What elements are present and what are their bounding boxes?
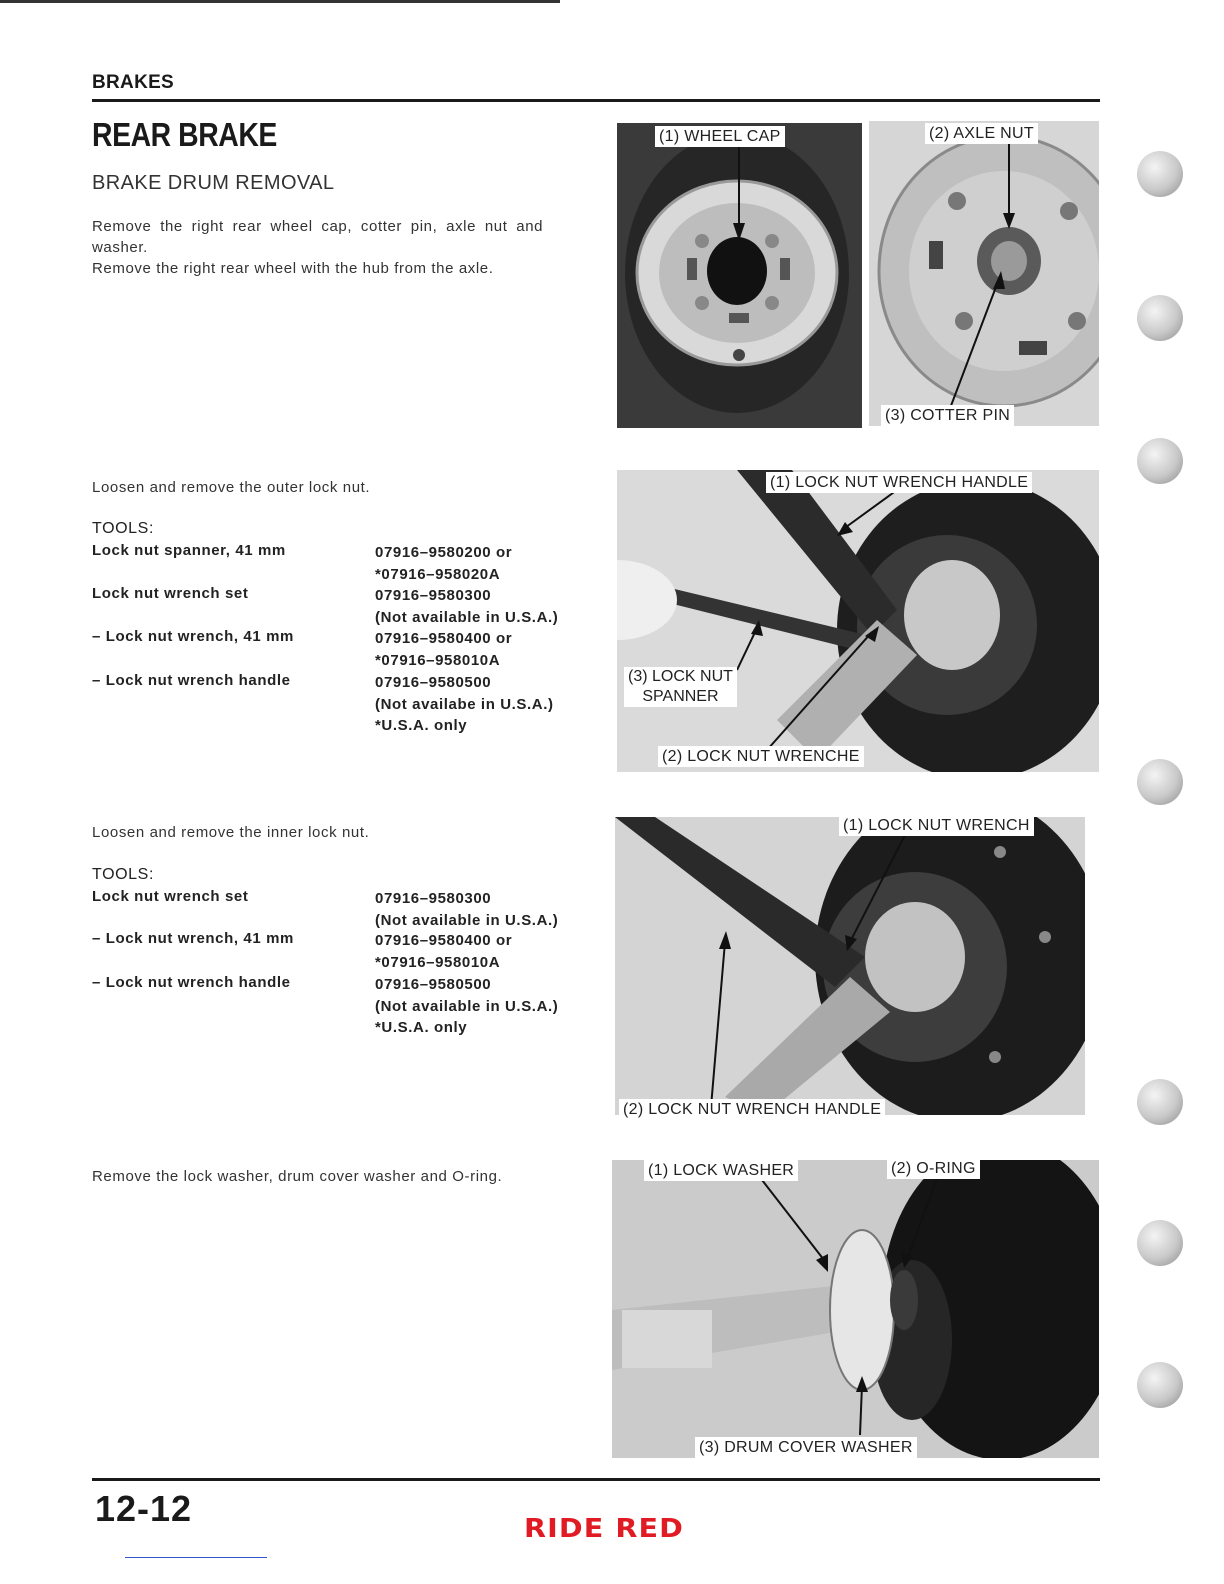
photo-inner-lock-nut bbox=[615, 817, 1085, 1115]
step4-text: Remove the lock washer, drum cover washer and O-ring. bbox=[92, 1168, 503, 1185]
tool-code-line: *07916–958010A bbox=[375, 953, 501, 971]
section-tab-marker bbox=[1137, 1220, 1183, 1266]
header-rule bbox=[92, 99, 1100, 102]
tool-name: Lock nut wrench set bbox=[92, 888, 249, 905]
section-tab-marker bbox=[1137, 1362, 1183, 1408]
tool-code bbox=[375, 628, 512, 671]
footer-rule bbox=[92, 1478, 1100, 1481]
photo-wheel-cap bbox=[617, 123, 862, 428]
callout-line: SPANNER bbox=[642, 688, 719, 705]
step1-text bbox=[92, 216, 543, 279]
tool-code-line: *07916–958010A bbox=[375, 651, 501, 669]
tool-name: Lock nut spanner, 41 mm bbox=[92, 542, 286, 559]
section-tab-marker bbox=[1137, 759, 1183, 805]
callout-o-ring: (2) O-RING bbox=[887, 1158, 980, 1179]
step1-line1: Remove the right rear wheel cap, cotter pin, axle nut and bbox=[92, 218, 544, 235]
scan-top-edge bbox=[0, 0, 560, 3]
photo-inner-lock-nut-art bbox=[615, 817, 1085, 1115]
callout-lock-washer: (1) LOCK WASHER bbox=[644, 1160, 798, 1181]
tool-code-line: 07916–9580500 bbox=[375, 674, 492, 691]
tool-code-line: 07916–9580200 or bbox=[375, 544, 513, 561]
page-number: 12-12 bbox=[95, 1488, 193, 1529]
tool-code-line: (Not available in U.S.A.) bbox=[375, 997, 559, 1015]
tool-code-line: *U.S.A. only bbox=[375, 1019, 468, 1036]
tool-code-line: 07916–9580500 bbox=[375, 976, 492, 993]
photo-washers bbox=[612, 1160, 1099, 1458]
callout-cotter-pin: (3) COTTER PIN bbox=[881, 405, 1014, 426]
tool-code-line: *07916–958020A bbox=[375, 565, 501, 583]
tool-code-line: (Not available in U.S.A.) bbox=[375, 608, 559, 626]
page-title: REAR BRAKE bbox=[92, 116, 277, 153]
section-tab-marker bbox=[1137, 438, 1183, 484]
tool-code-line: 07916–9580300 bbox=[375, 890, 492, 907]
tool-name: Lock nut wrench set bbox=[92, 585, 249, 602]
step3-tools-label: TOOLS: bbox=[92, 866, 154, 883]
tool-name: – Lock nut wrench, 41 mm bbox=[92, 628, 294, 645]
tool-code bbox=[375, 672, 554, 737]
tool-code bbox=[375, 585, 558, 628]
callout-lock-nut-wrench-handle-2: (2) LOCK NUT WRENCH HANDLE bbox=[619, 1099, 885, 1120]
photo-axle-nut bbox=[869, 121, 1099, 426]
scan-link-underline bbox=[125, 1557, 267, 1558]
callout-line: (3) LOCK NUT bbox=[628, 668, 733, 685]
section-tab-marker bbox=[1137, 295, 1183, 341]
section-tab-marker bbox=[1137, 151, 1183, 197]
callout-lock-nut-wrench: (1) LOCK NUT WRENCH bbox=[839, 815, 1034, 836]
tool-code bbox=[375, 542, 512, 585]
step1-line3: Remove the right rear wheel with the hub from the axle. bbox=[92, 260, 494, 277]
photo-washers-art bbox=[612, 1160, 1099, 1458]
tool-name: – Lock nut wrench handle bbox=[92, 672, 291, 689]
callout-lock-nut-spanner bbox=[624, 667, 737, 707]
callout-lock-nut-wrench-handle: (1) LOCK NUT WRENCH HANDLE bbox=[766, 472, 1032, 493]
photo-wheel-cap-art bbox=[617, 123, 862, 428]
tool-code-line: (Not availabe in U.S.A.) bbox=[375, 695, 554, 713]
callout-wheel-cap: (1) WHEEL CAP bbox=[655, 126, 785, 147]
tool-code bbox=[375, 930, 512, 973]
tool-code-line: *U.S.A. only bbox=[375, 717, 468, 734]
section-tab-marker bbox=[1137, 1079, 1183, 1125]
tool-name: – Lock nut wrench handle bbox=[92, 974, 291, 991]
step2-tools-label: TOOLS: bbox=[92, 520, 154, 537]
callout-axle-nut: (2) AXLE NUT bbox=[925, 123, 1038, 144]
section-header: BRAKES bbox=[92, 72, 175, 93]
tool-code-line: (Not available in U.S.A.) bbox=[375, 911, 559, 929]
tool-code-line: 07916–9580400 or bbox=[375, 932, 513, 949]
callout-lock-nut-wrenche: (2) LOCK NUT WRENCHE bbox=[658, 746, 864, 767]
step1-line2: washer. bbox=[92, 239, 148, 256]
callout-drum-cover-washer: (3) DRUM COVER WASHER bbox=[695, 1437, 917, 1458]
tool-code bbox=[375, 974, 558, 1039]
tool-code bbox=[375, 888, 558, 931]
footer-logo: RIDE RED bbox=[524, 1514, 684, 1544]
photo-outer-lock-nut-art bbox=[617, 470, 1099, 772]
tool-code-line: 07916–9580400 or bbox=[375, 630, 513, 647]
photo-outer-lock-nut bbox=[617, 470, 1099, 772]
step3-text: Loosen and remove the inner lock nut. bbox=[92, 824, 370, 841]
tool-name: – Lock nut wrench, 41 mm bbox=[92, 930, 294, 947]
step2-text: Loosen and remove the outer lock nut. bbox=[92, 479, 371, 496]
section-subtitle: BRAKE DRUM REMOVAL bbox=[92, 172, 335, 194]
photo-axle-nut-art bbox=[869, 121, 1099, 426]
tool-code-line: 07916–9580300 bbox=[375, 587, 492, 604]
